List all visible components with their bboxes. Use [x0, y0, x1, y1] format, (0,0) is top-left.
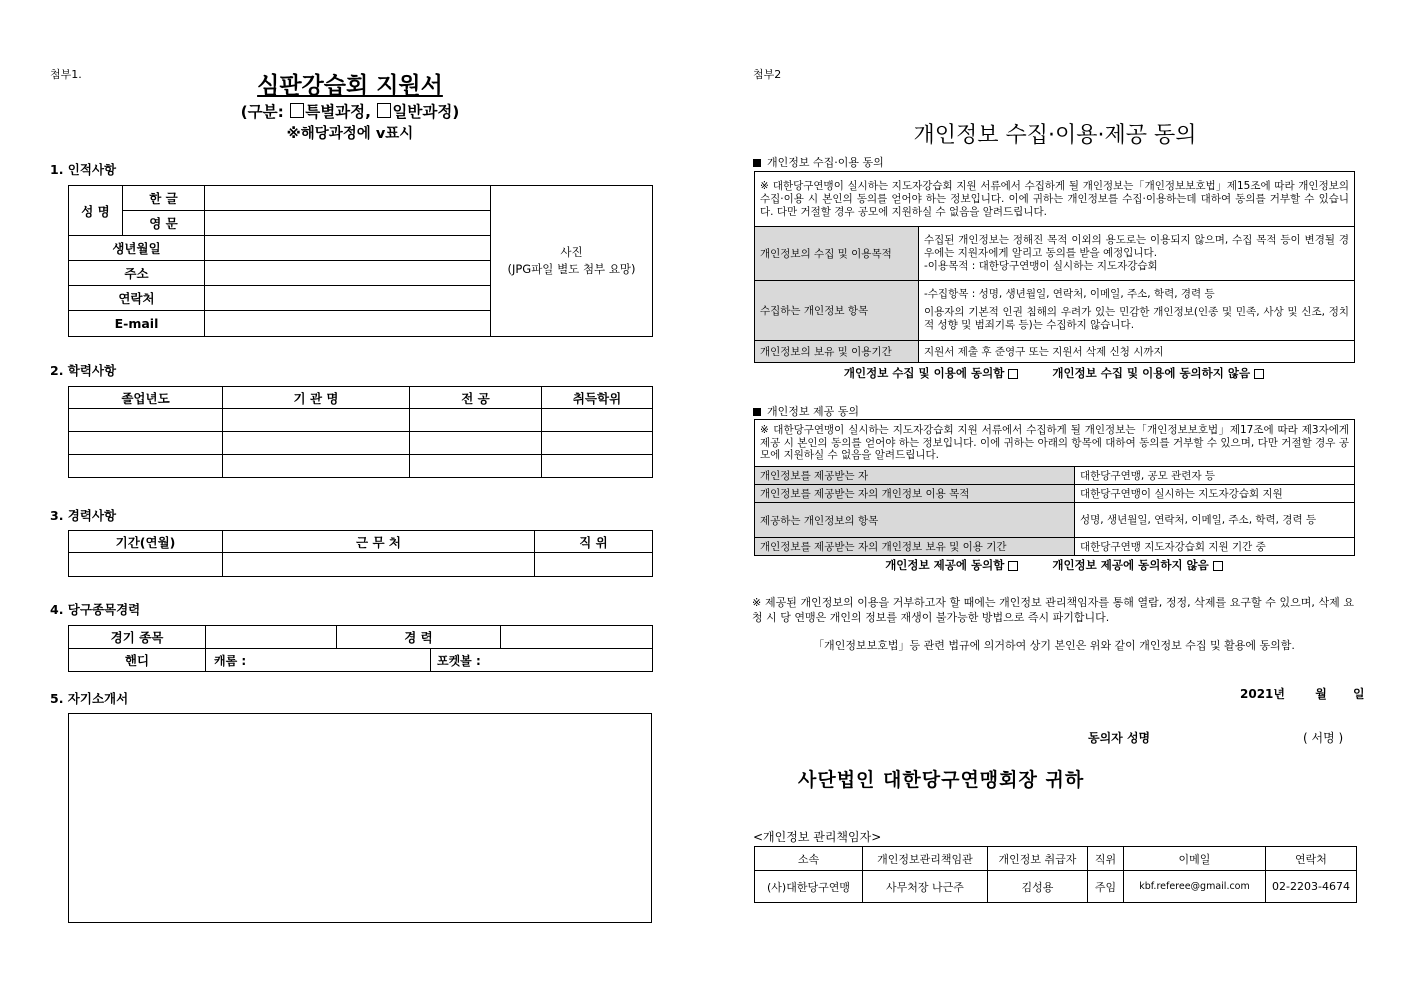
recipient-value: 대한당구연맹, 공모 관련자 등 [1075, 467, 1355, 485]
career-cell[interactable] [223, 553, 535, 577]
collection-agree-checkbox[interactable] [1008, 369, 1018, 379]
section-education-heading: 2. 학력사항 [50, 363, 117, 378]
experience-label: 경 력 [337, 626, 501, 649]
education-cell[interactable] [410, 409, 542, 432]
retention-value: 지원서 제출 후 준영구 또는 지원서 삭제 신청 시까지 [919, 340, 1355, 362]
officer-header-affiliation: 소속 [755, 847, 863, 871]
education-header-year: 졸업년도 [69, 387, 223, 409]
education-header-institution: 기 관 명 [223, 387, 410, 409]
course-type-prefix: (구분: [240, 103, 290, 121]
education-header-major: 전 공 [410, 387, 542, 409]
special-course-checkbox[interactable] [290, 103, 304, 118]
officer-header-handler: 개인정보 취급자 [988, 847, 1088, 871]
check-note: ※해당과정에 v표시 [286, 126, 414, 142]
attachment2-label: 첨부2 [753, 68, 782, 81]
experience-field[interactable] [501, 626, 653, 649]
education-cell[interactable] [542, 432, 653, 455]
collection-table [754, 171, 1355, 363]
career-cell[interactable] [535, 553, 653, 577]
retention-label: 개인정보의 보유 및 이용기간 [755, 340, 919, 362]
items-line-1: -수집항목 : 성명, 생년월일, 연락처, 이메일, 주소, 학력, 경력 등 [924, 288, 1215, 301]
education-table [68, 386, 653, 478]
collection-heading [753, 154, 884, 170]
career-header-workplace: 근 무 처 [223, 531, 535, 553]
provision-intro: ※ 대한당구연맹이 실시하는 지도자강습회 지원 서류에서 수집하게 될 개인정보는「개인정보보호법」제17조에 따라 제3자에게 제공 시 본인의 동의를 얻어야 하는 정보입니다. 이에 귀하는 아래의 항목에 대하여 동의를 거부할 수 있으며, 다만 거절할 경우 공모에 지원하실 수 없음을 알려드립니다. [755, 420, 1355, 467]
education-cell[interactable] [410, 455, 542, 478]
officer-position: 주임 [1088, 871, 1124, 903]
education-cell[interactable] [223, 455, 410, 478]
education-cell[interactable] [69, 409, 223, 432]
provision-disagree-checkbox[interactable] [1213, 561, 1223, 571]
provision-table [754, 419, 1355, 556]
consent-title: 개인정보 수집·이용·제공 동의 [913, 123, 1197, 148]
general-course-label: 일반과정) [392, 103, 460, 121]
provision-agree-label: 개인정보 제공에 동의함 [885, 558, 1005, 572]
square-bullet-icon [753, 159, 761, 167]
personal-info-table [68, 185, 653, 337]
handicap-label: 핸디 [69, 649, 206, 672]
officer-header-manager: 개인정보관리책임관 [863, 847, 988, 871]
provided-items-label: 제공하는 개인정보의 항목 [755, 503, 1075, 538]
square-bullet-icon [753, 408, 761, 416]
english-name-label: 영 문 [123, 211, 205, 236]
korean-name-field[interactable] [205, 186, 491, 211]
addressee: 사단법인 대한당구연맹회장 귀하 [798, 769, 1085, 791]
billiards-career-table [68, 625, 653, 672]
officer-header-position: 직위 [1088, 847, 1124, 871]
career-header-period: 기간(연월) [69, 531, 223, 553]
pocket-field[interactable] [431, 649, 653, 672]
officer-phone: 02-2203-4674 [1266, 871, 1357, 903]
photo-instruction: (JPG파일 별도 첨부 요망) [507, 262, 636, 276]
career-header-position: 직 위 [535, 531, 653, 553]
contact-label: 연락처 [69, 286, 205, 311]
provision-agree-checkbox[interactable] [1008, 561, 1018, 571]
collection-intro: ※ 대한당구연맹이 실시하는 지도자강습회 지원 서류에서 수집하게 될 개인정보는「개인정보보호법」제15조에 따라 개인정보의 수집·이용 시 본인의 동의를 얻어야 하는 정보입니다. 이에 귀하는 개인정보를 수집·이용하는데 대하여 동의를 거부할 수 있습니다. 다만 거절할 경우 공모에 지원하실 수 없음을 알려드립니다. [755, 172, 1355, 227]
officer-manager: 사무처장 나근주 [863, 871, 988, 903]
carom-field[interactable] [206, 649, 431, 672]
destruction-notice: ※ 제공된 개인정보의 이용을 거부하고자 할 때에는 개인정보 관리책임자를 통해 열람, 정정, 삭제를 요구할 수 있으며, 삭제 요청 시 당 연맹은 개인의 정보를 재생이 불가능한 방법으로 즉시 파기합니다. [752, 596, 1354, 624]
event-label: 경기 종목 [69, 626, 206, 649]
name-label: 성 명 [69, 186, 123, 236]
career-table [68, 530, 653, 577]
birth-label: 생년월일 [69, 236, 205, 261]
career-cell[interactable] [69, 553, 223, 577]
contact-field[interactable] [205, 286, 491, 311]
email-label: E-mail [69, 311, 205, 337]
recipient-label: 개인정보를 제공받는 자 [755, 467, 1075, 485]
officer-caption: <개인정보 관리책임자> [753, 830, 882, 844]
collection-consent-row [754, 365, 1354, 381]
education-cell[interactable] [69, 432, 223, 455]
section-intro-heading: 5. 자기소개서 [50, 691, 129, 706]
collection-items-label: 수집하는 개인정보 항목 [755, 280, 919, 340]
officer-table [754, 846, 1357, 903]
collection-disagree-label: 개인정보 수집 및 이용에 동의하지 않음 [1052, 366, 1251, 380]
birth-field[interactable] [205, 236, 491, 261]
recipient-purpose-value: 대한당구연맹이 실시하는 지도자강습회 지원 [1075, 485, 1355, 503]
consent-statement: 「개인정보보호법」등 관련 법규에 의거하여 상기 본인은 위와 같이 개인정보 수집 및 활용에 동의함. [813, 639, 1295, 652]
education-header-degree: 취득학위 [542, 387, 653, 409]
signature-date [1240, 685, 1365, 702]
recipient-retention-value: 대한당구연맹 지도자강습회 지원 기간 중 [1075, 538, 1355, 556]
pocket-label: 포켓볼 : [437, 653, 481, 668]
collection-agree-label: 개인정보 수집 및 이용에 동의함 [843, 366, 1005, 380]
photo-label: 사진 [560, 245, 583, 259]
special-course-label: 특별과정, [305, 103, 371, 121]
collection-purpose-label: 개인정보의 수집 및 이용목적 [755, 227, 919, 280]
carom-label: 캐롬 : [214, 653, 247, 668]
officer-handler: 김성용 [988, 871, 1088, 903]
section-personal-heading: 1. 인적사항 [50, 162, 117, 177]
form-title: 심판강습회 지원서 [257, 73, 443, 99]
education-cell[interactable] [69, 455, 223, 478]
section-career-heading: 3. 경력사항 [50, 508, 117, 523]
collection-disagree-checkbox[interactable] [1254, 369, 1264, 379]
english-name-field[interactable] [205, 211, 491, 236]
signer-label: 동의자 성명 [1088, 731, 1151, 745]
officer-header-phone: 연락처 [1266, 847, 1357, 871]
section-billiards-heading: 4. 당구종목경력 [50, 602, 141, 617]
attachment-label: 첨부1. [50, 68, 82, 81]
email-field[interactable] [205, 311, 491, 337]
date-year: 2021년 [1240, 687, 1285, 701]
date-day: 일 [1352, 687, 1365, 701]
purpose-line-1: 수집된 개인정보는 정해진 목적 이외의 용도로는 이용되지 않으며, 수집 목적 등이 변경될 경우에는 지원자에게 알리고 동의를 받을 예정입니다. [924, 233, 1349, 259]
sign-mark: ( 서명 ) [1303, 731, 1344, 745]
address-field[interactable] [205, 261, 491, 286]
provision-heading [753, 403, 859, 419]
photo-box[interactable] [491, 186, 653, 337]
collection-items-value [919, 280, 1355, 340]
provision-consent-row [754, 557, 1354, 573]
education-cell[interactable] [223, 432, 410, 455]
recipient-retention-label: 개인정보를 제공받는 자의 개인정보 보유 및 이용 기간 [755, 538, 1075, 556]
items-line-2: 이용자의 기본적 인권 침해의 우려가 있는 민감한 개인정보(인종 및 민족, 사상 및 신조, 정치적 성향 및 범죄기록 등)는 수집하지 않습니다. [924, 306, 1349, 332]
recipient-purpose-label: 개인정보를 제공받는 자의 개인정보 이용 목적 [755, 485, 1075, 503]
event-field[interactable] [206, 626, 337, 649]
collection-heading-text: 개인정보 수집·이용 동의 [767, 156, 884, 169]
officer-affiliation: (사)대한당구연맹 [755, 871, 863, 903]
officer-email[interactable]: kbf.referee@gmail.com [1124, 871, 1266, 903]
collection-purpose-value [919, 227, 1355, 280]
korean-name-label: 한 글 [123, 186, 205, 211]
education-cell[interactable] [542, 409, 653, 432]
provided-items-value: 성명, 생년월일, 연락처, 이메일, 주소, 학력, 경력 등 [1075, 503, 1355, 538]
purpose-line-2: -이용목적 : 대한당구연맹이 실시하는 지도자강습회 [924, 259, 1158, 272]
course-type-line [200, 100, 500, 122]
self-intro-box[interactable] [68, 713, 652, 923]
officer-header-email: 이메일 [1124, 847, 1266, 871]
education-cell[interactable] [410, 432, 542, 455]
provision-heading-text: 개인정보 제공 동의 [767, 405, 860, 418]
education-cell[interactable] [542, 455, 653, 478]
general-course-checkbox[interactable] [377, 103, 391, 118]
education-cell[interactable] [223, 409, 410, 432]
address-label: 주소 [69, 261, 205, 286]
provision-disagree-label: 개인정보 제공에 동의하지 않음 [1052, 558, 1209, 572]
date-month: 월 [1315, 687, 1327, 701]
